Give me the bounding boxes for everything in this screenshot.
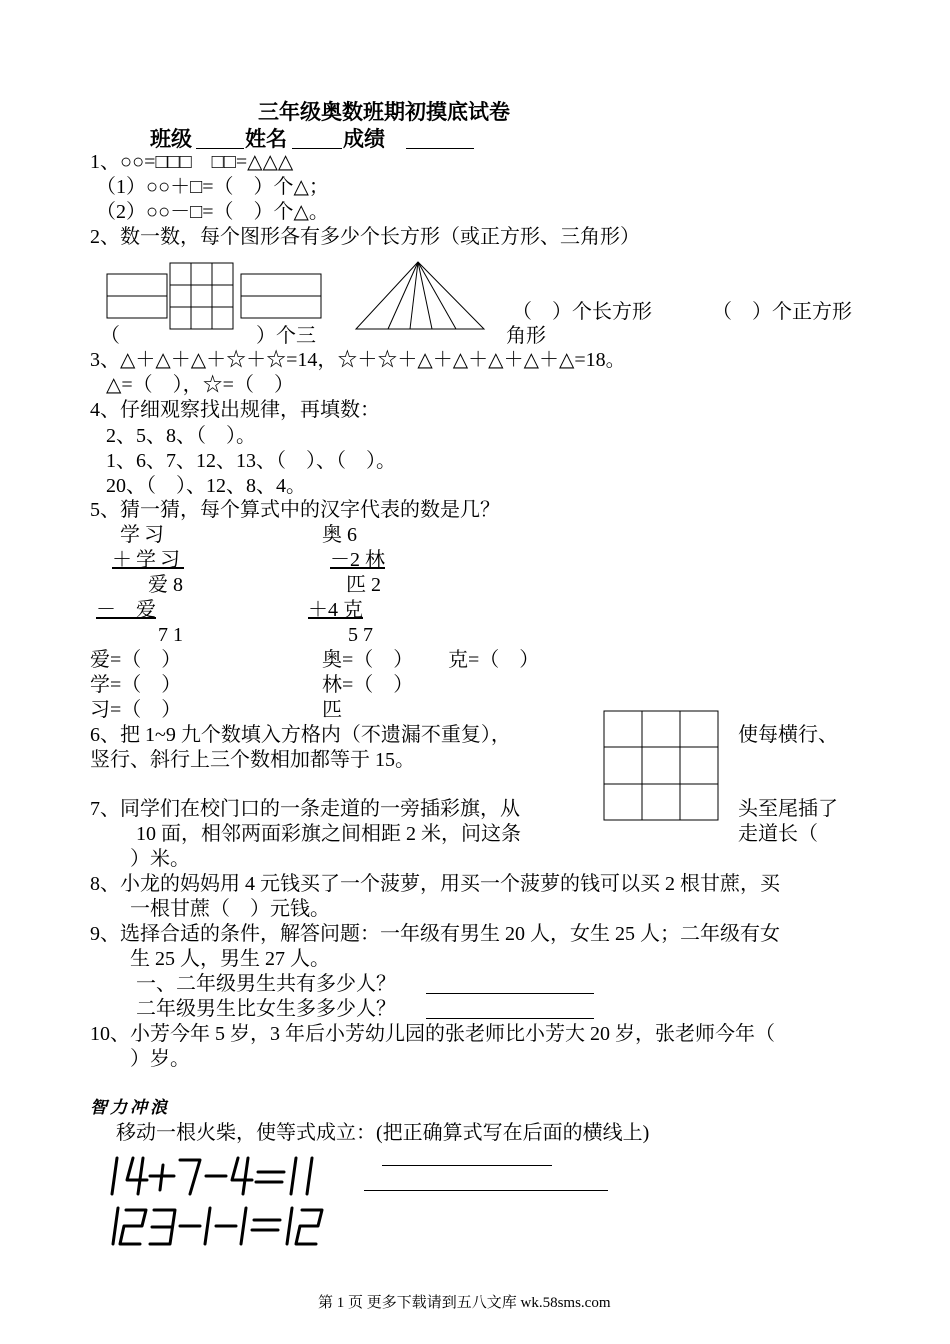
q2-stem: 2、数一数，每个图形各有多少个长方形（或正方形、三角形） [90,226,640,248]
q1-stem: 1、○○=□□□ □□=△△△ [90,151,294,173]
q5-answer-ke: 克=（ ） [448,649,540,671]
q4-sequence-1: 2、5、8、（ ）。 [106,425,256,447]
bonus-answer-blank-1[interactable] [382,1165,552,1166]
q2-answer-tri-tail: 角形 [506,325,546,347]
q5-left-row1: 学习 [120,524,168,546]
score-label: 成绩 [343,127,385,151]
matchstick-eq2-label [0,0,1,1]
q7-part1: 7、同学们在校门口的一条走道的一旁插彩旗，从 [90,798,520,820]
bonus-instruction: 移动一根火柴，使等式成立：(把正确算式写在后面的横线上) [116,1122,650,1144]
q10-line1: 10、小芳今年 5 岁，3 年后小芳幼儿园的张老师比小芳大 20 岁，张老师今年（ [90,1023,775,1045]
q3-answer: △=（ ），☆=（ ） [106,374,294,396]
q6-part2: 使每横行、 [738,724,838,746]
q5-left-row3: 爱 8 [148,574,183,596]
matchstick-equation-1 [112,1158,312,1194]
q8-line1: 8、小龙的妈妈用 4 元钱买了一个菠萝，用买一个菠萝的钱可以买 2 根甘蔗，买 [90,873,780,895]
q6-part3: 竖行、斜行上三个数相加都等于 15。 [90,749,415,771]
q1-part2: （2）○○－□=（ ）个△。 [96,201,329,223]
q3-stem: 3、△＋△＋△＋☆＋☆=14，☆＋☆＋△＋△＋△＋△＋△=18。 [90,349,626,371]
q7-part2: 头至尾插了 [738,798,838,820]
q5-right-row2: －2 林 [330,549,385,571]
q2-answer-square: （ ）个正方形 [712,301,852,323]
q5-right-row3: 匹 2 [346,574,381,596]
page-title: 三年级奥数班期初摸底试卷 [258,100,510,124]
q5-right-row5: 5 7 [348,624,373,646]
name-label: 姓名 [245,127,287,151]
q7-part5: ）米。 [130,848,190,870]
q5-left-row2: ＋学习 [112,549,184,571]
q5-left-row4: － 爱 [96,599,156,621]
q2-answer-tri-close: ）个三 [256,325,316,347]
q1-part1: （1）○○＋□=（ ）个△； [96,176,329,198]
q6-part1: 6、把 1~9 九个数填入方格内（不遗漏不重复）， [90,724,511,746]
q2-answer-rect: （ ）个长方形 [512,301,652,323]
q4-sequence-2: 1、6、7、12、13、（ ）、（ ）。 [106,450,396,472]
q5-left-row5: 7 1 [158,624,183,646]
q5-answer-xue: 学=（ ） [90,674,182,696]
q8-line2: 一根甘蔗（ ）元钱。 [130,898,330,920]
q4-sequence-3: 20、（ ）、12、8、4。 [106,475,306,497]
bonus-heading: 智力冲浪 [90,1098,170,1117]
q10-line2: ）岁。 [130,1048,190,1070]
page-footer: 第 1 页 更多下载请到五八文库 wk.58sms.com [318,1295,611,1311]
q9-sub2: 二年级男生比女生多多少人？ [136,998,396,1020]
matchstick-equation-2 [113,1208,322,1244]
bonus-answer-blank-2[interactable] [364,1190,608,1191]
q5-answer-pi: 匹 [322,699,342,721]
class-label: 班级 [150,127,192,151]
q9-sub1: 一、二年级男生共有多少人？ [136,973,396,995]
q5-answer-lin: 林=（ ） [322,674,414,696]
q2-answer-tri-open: （ [100,325,120,347]
q5-answer-ao: 奥=（ ） [322,649,414,671]
q5-stem: 5、猜一猜，每个算式中的汉字代表的数是几？ [90,499,500,521]
q7-part3: 10 面，相邻两面彩旗之间相距 2 米，问这条 [136,823,521,845]
q7-part4: 走道长（ [738,823,818,845]
q4-stem: 4、仔细观察找出规律，再填数： [90,399,380,421]
q5-answer-xi: 习=（ ） [90,699,182,721]
q9-line2: 生 25 人，男生 27 人。 [130,948,330,970]
q5-right-row4: ＋4 克 [308,599,363,621]
q5-answer-ai: 爱=（ ） [90,649,182,671]
q5-right-row1: 奥 6 [322,524,357,546]
q9-line1: 9、选择合适的条件，解答问题：一年级有男生 20 人，女生 25 人；二年级有女 [90,923,780,945]
